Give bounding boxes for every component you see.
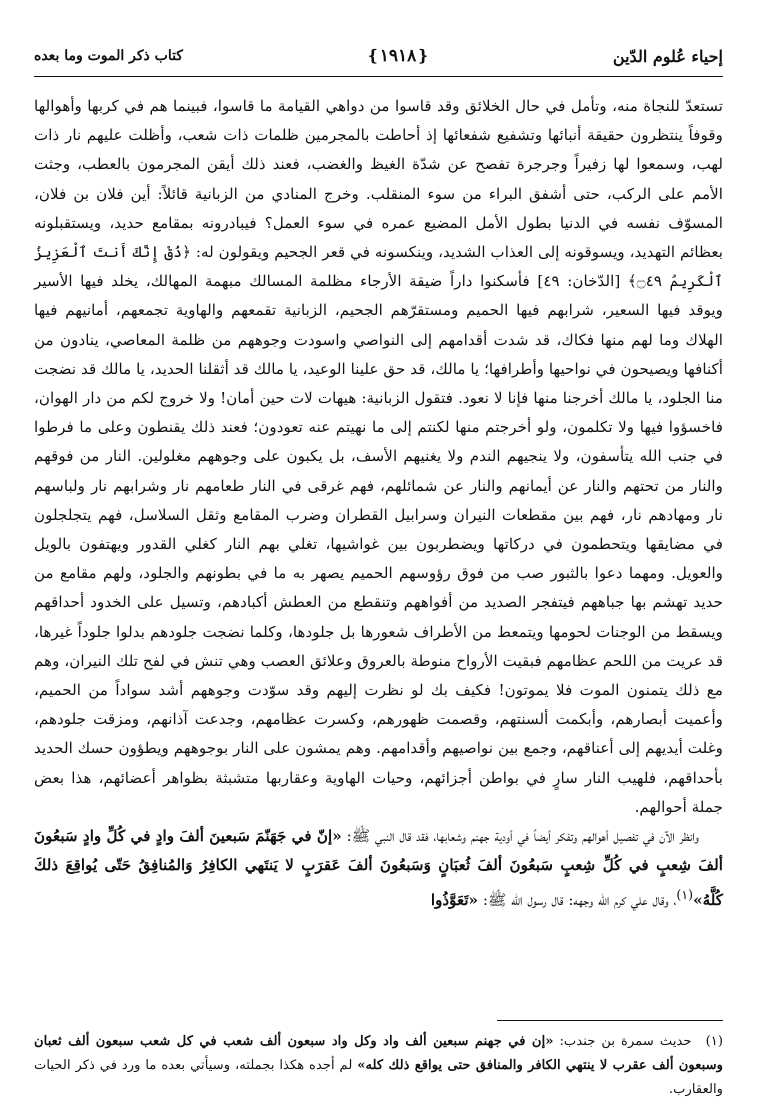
paragraph-1 xyxy=(34,92,723,822)
paragraph-2 xyxy=(34,822,723,916)
quran-verse: ﴿ذُقْ إِنَّكَ أَنتَ ٱلْعَزِيزُ ٱلْكَرِيمُ ۝٤٩﴾ xyxy=(34,243,723,291)
hadith-quote-2: «تَعَوَّذُوا xyxy=(430,891,479,910)
right-ornament-icon: ❵ xyxy=(366,46,380,65)
footnote-text-b: لم أجده هكذا بجملته، وسيأتي بعده ما ورد في ذكر الحيات والعقارب. xyxy=(34,1058,723,1097)
left-ornament-icon: ❴ xyxy=(416,46,430,65)
main-text xyxy=(34,92,723,916)
footnote-text-a: حديث سمرة بن جندب: xyxy=(559,1034,692,1049)
footnote-divider xyxy=(497,1020,723,1021)
footnote-hadith: «إن في جهنم سبعين ألف واد وكل واد سبعون ألف شعب في كل شعب سبعون ألف ثعبان وسبعون ألف عقرب لا ينتهي الكافر والمنافق حتى يواقع ذلك كله» xyxy=(34,1034,723,1073)
paragraph-2-part-a: وانظر الآن في تفصيل أهوالهم وتفكر أيضاً في أودية جهنم وشعابها، فقد قال النبي ﷺ: xyxy=(346,827,700,846)
footnote xyxy=(34,1030,723,1102)
quran-reference: [الدّخان: ٤٩] xyxy=(537,272,621,291)
page-header xyxy=(34,36,723,77)
page-number: ١٩١٨ xyxy=(379,46,417,66)
page-number-block xyxy=(366,46,429,66)
footnote-number: (١) xyxy=(705,1034,723,1049)
paragraph-1-part-b: فأسكنوا داراً ضيقة الأرجاء مظلمة المسالك مبهمة المهالك، يخلد فيها الأسير ويوقد فيها السعير، شرابهم فيها الحميم ومستقرّهم الجحيم، الزبانية تقمعهم والهاوية تجمعهم، أمانيهم فيها الهلاك وما لهم منها فكاك، قد شدت أقدامهم إلى النواصي واسودت وجوههم من ظلمة المعاصي، ينادون من أكنافها ويصيحون في نواحيها وأطرافها؛ يا مالك، قد حق علينا الوعيد، يا مالك قد أثقلنا الحديد، يا مالك قد نضجت منا الجلود، يا مالك أخرجنا منها فإنا لا نعود. فتقول الزبانية: هيهات لات حين أمان! ولا خروج لكم من دار الهوان، فاخسؤوا فيها ولا تكلمون، ولو أخرجتم منها لكنتم إلى ما نهيتم عنه تعودون؛ فعند ذلك يقنطون وعلى ما فرطوا في جنب الله يتأسفون، ولا ينجيهم الندم ولا يغنيهم الأسف، بل يكبون على وجوههم مغلولين. النار من فوقهم والنار من تحتهم والنار عن أيمانهم والنار عن شمائلهم، فهم غرقى في النار طعامهم نار وشرابهم نار ولباسهم نار ومهادهم نار، فهم بين مقطعات النيران وسرابيل القطران وضرب المقامع وثقل السلاسل، فهم يتجلجلون في مضايقها ويتحطمون في دركاتها ويضطربون بين غواشيها، تغلي بهم النار كغلي القدور ويهتفون بالويل والعويل. ومهما دعوا بالثبور صب من فوق رؤوسهم الحميم يصهر به ما في بطونهم والجلود، ولهم مقامع من حديد تهشم بها جباههم فيتفجر الصديد من أفواههم وتنقطع من العطش أكبادهم، وتسيل على الخدود أحداقهم ويسقط من الوجنات لحومها ويتمعط من الأطراف شعورها بل جلودها، وكلما نضجت جلودهم بدلوا جلوداً غيرها، قد عريت من اللحم عظامهم فبقيت الأرواح منوطة بالعروق وعلائق العصب وهي تنش في لفح تلك النيران، وهم مع ذلك يتمنون الموت فلا يموتون! فكيف بك لو نظرت إليهم وقد سوّدت وجوههم أشد سواداً من الحميم، وأعميت أبصارهم، وأبكمت ألسنتهم، وقصمت ظهورهم، وكسرت عظامهم، وجدعت آذانهم، ومزقت جلودهم، وغلت أيديهم إلى أعناقهم، وجمع بين نواصيهم وأقدامهم. وهم يمشون على النار بوجوههم ويطؤون حسك الحديد بأحداقهم، فلهيب النار سارٍ في بواطن أجزائهم، وحيات الهاوية وعقاربها متشبثة بظواهر أعضائهم، هذا بعض جملة أحوالهم. xyxy=(34,272,723,816)
book-title: إحياء عُلوم الدّين xyxy=(612,46,723,66)
paragraph-2-part-b: ، وقال علي كرم الله وجهه: قال رسول الله ﷺ: xyxy=(482,891,677,910)
paragraph-1-part-a: تستعدّ للنجاة منه، وتأمل في حال الخلائق وقد قاسوا من دواهي القيامة ما قاسوا، فبينما هم في كربها وأهوالها وقوفاً ينتظرون حقيقة أنبائها وتشفيع شفعائها إذ أحاطت بالمجرمين ظلمات ذات شعب، وأظلت عليهم نار ذات لهب، وسمعوا لها زفيراً وجرجرة تفصح عن شدّة الغيظ والغضب، فعند ذلك أيقن المجرمون بالعطب، وجثت الأمم على الركب، حتى أشفق البراء من سوء المنقلب. وخرج المنادي من الزبانية قائلاً: أين فلان بن فلان، المسوّف نفسه في الدنيا بطول الأمل المضيع عمره في سوء العمل؟ فيبادرونه بمقامع حديد، ويستقبلونه بعظائم التهديد، ويسوقونه إلى العذاب الشديد، وينكسونه في قعر الجحيم ويقولون له: xyxy=(34,97,723,262)
chapter-title: كتاب ذكر الموت وما بعده xyxy=(34,48,183,64)
hadith-quote-1: «إنّ في جَهَنّمَ سَبعينَ ألفَ وادٍ في كُلِّ وادٍ سَبعُونَ ألفَ شِعبٍ في كُلِّ شِعبٍ سَبعُونَ ألفَ ثُعبَانٍ وَسَبعُونَ ألفَ عَقرَبٍ لا يَنتَهي الكافِرُ وَالمُنافِقُ حَتّى يُواقِعَ ذلكَ كُلَّهُ» xyxy=(34,827,723,910)
footnote-reference: (١) xyxy=(676,887,694,903)
